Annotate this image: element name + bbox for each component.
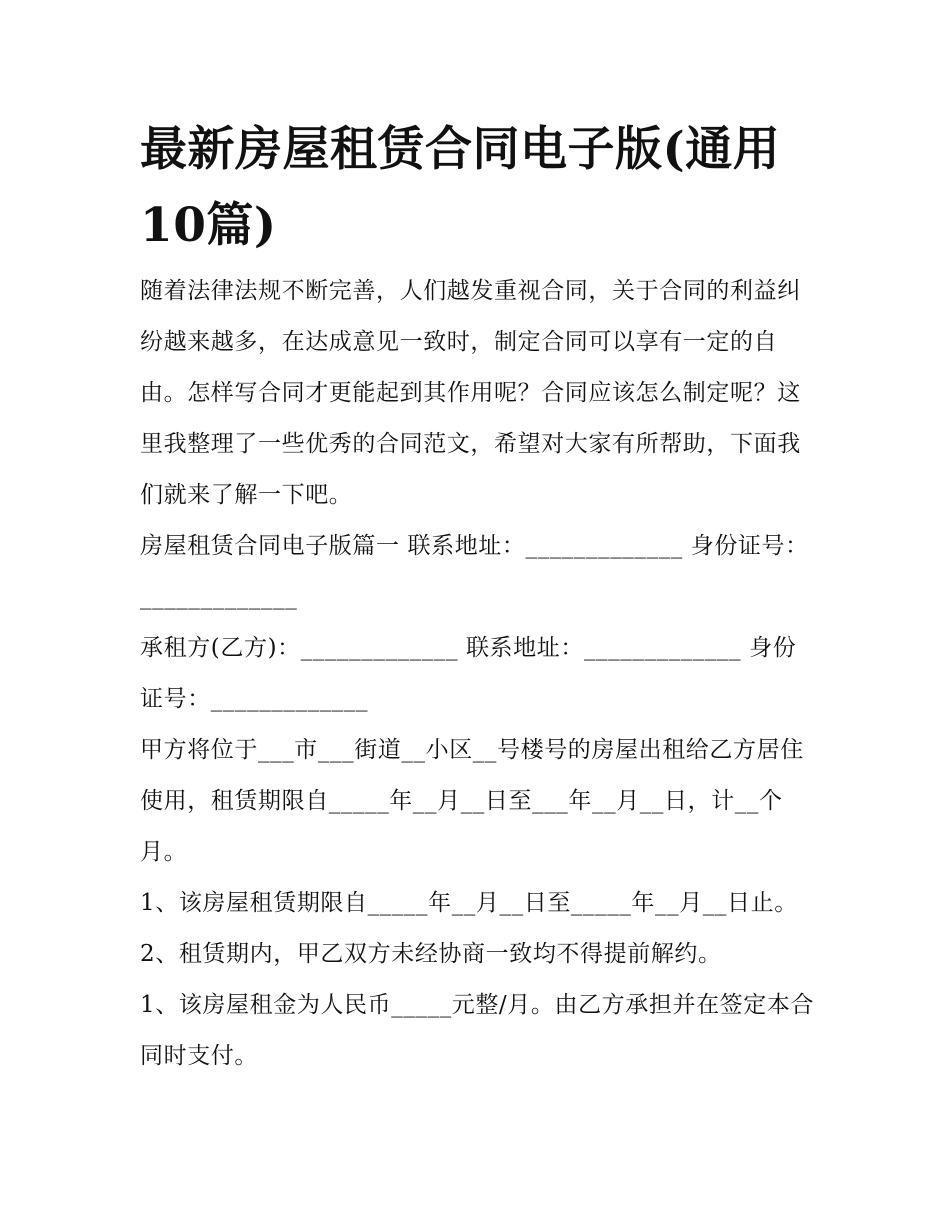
document-body <box>140 112 816 1082</box>
intro-paragraph: 随着法律法规不断完善，人们越发重视合同，关于合同的利益纠纷越来越多，在达成意见一致时，制定合同可以享有一定的自由。怎样写合同才更能起到其作用呢？合同应该怎么制定呢？这里我整理了一些优秀的合同范文，希望对大家有所帮助，下面我们就来了解一下吧。 <box>140 278 801 508</box>
lease-term-paragraph: 1、该房屋租赁期限自_____年__月__日至_____年__月__日止。 2、租赁期内，甲乙双方未经协商一致均不得提前解约。 <box>140 890 798 967</box>
title-block <box>140 112 816 264</box>
rent-amount-paragraph: 1、该房屋租金为人民币_____元整/月。由乙方承担并在签定本合同时支付。 <box>140 992 815 1069</box>
property-location-paragraph: 甲方将位于___市___街道__小区__号楼号的房屋出租给乙方居住使用，租赁期限自_____年__月__日至___年__月__日，计__个月。 <box>140 737 804 865</box>
party-b-info-paragraph: 承租方(乙方)：_____________ 联系地址：_____________ 身份证号：_____________ <box>140 635 797 712</box>
party-a-info-paragraph: 房屋租赁合同电子版篇一 联系地址：_____________ 身份证号：_____________ <box>140 533 809 610</box>
document-title: 最新房屋租赁合同电子版(通用10篇) <box>140 122 781 253</box>
